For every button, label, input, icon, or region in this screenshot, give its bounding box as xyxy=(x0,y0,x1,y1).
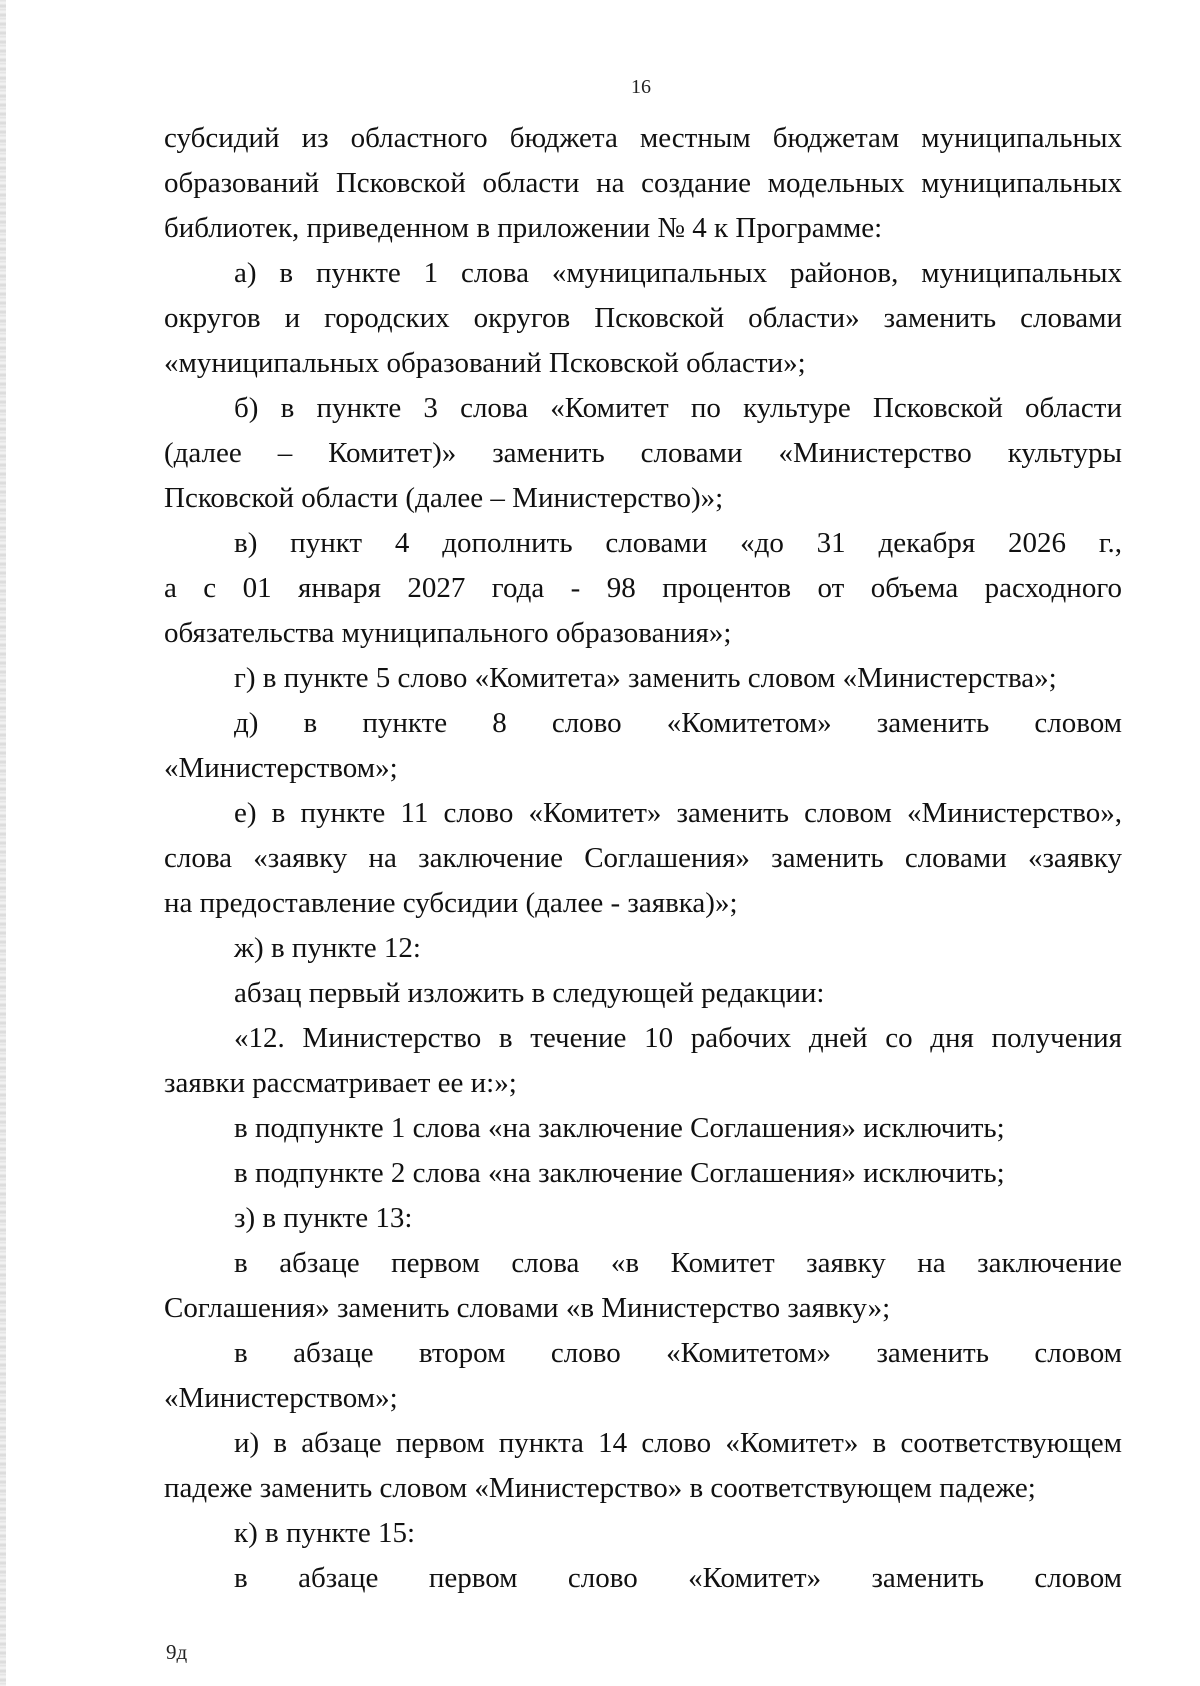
text-line: «Министерством»; xyxy=(164,752,398,784)
text-line: округов и городских округов Псковской области» заменить словами xyxy=(164,302,1122,334)
footer-document-code: 9д xyxy=(166,1640,188,1664)
text-line: субсидий из областного бюджета местным бюджетам муниципальных xyxy=(164,122,1122,154)
document-body xyxy=(164,116,1122,1601)
scan-edge-decoration xyxy=(0,0,6,1686)
text-line: на предоставление субсидии (далее - заявка)»; xyxy=(164,887,738,919)
text-line: Псковской области (далее – Министерство)»; xyxy=(164,482,724,514)
text-line: «муниципальных образований Псковской области»; xyxy=(164,347,806,379)
text-line: абзац первый изложить в следующей редакции: xyxy=(234,977,825,1009)
text-line: а) в пункте 1 слова «муниципальных районов, муниципальных xyxy=(234,257,1122,289)
text-line: падеже заменить словом «Министерство» в соответствующем падеже; xyxy=(164,1472,1036,1504)
text-line: в подпункте 1 слова «на заключение Соглашения» исключить; xyxy=(234,1112,1005,1144)
text-line: обязательства муниципального образования»; xyxy=(164,617,732,649)
text-line: з) в пункте 13: xyxy=(234,1202,413,1234)
text-line: «Министерством»; xyxy=(164,1382,398,1414)
text-line: в подпункте 2 слова «на заключение Соглашения» исключить; xyxy=(234,1157,1005,1189)
text-line: (далее – Комитет)» заменить словами «Министерство культуры xyxy=(164,437,1122,469)
text-line: Соглашения» заменить словами «в Министерство заявку»; xyxy=(164,1292,891,1324)
text-line: д) в пункте 8 слово «Комитетом» заменить словом xyxy=(234,707,1122,739)
text-line: слова «заявку на заключение Соглашения» заменить словами «заявку xyxy=(164,842,1122,874)
text-line: библиотек, приведенном в приложении № 4 к Программе: xyxy=(164,212,883,244)
text-line: б) в пункте 3 слова «Комитет по культуре Псковской области xyxy=(234,392,1122,424)
text-line: ж) в пункте 12: xyxy=(234,932,421,964)
text-line: образований Псковской области на создание модельных муниципальных xyxy=(164,167,1122,199)
text-line: в) пункт 4 дополнить словами «до 31 декабря 2026 г., xyxy=(234,527,1122,559)
text-line: а с 01 января 2027 года - 98 процентов от объема расходного xyxy=(164,572,1122,604)
text-line: «12. Министерство в течение 10 рабочих дней со дня получения xyxy=(234,1022,1122,1054)
text-line: к) в пункте 15: xyxy=(234,1517,416,1549)
text-line: г) в пункте 5 слово «Комитета» заменить словом «Министерства»; xyxy=(234,662,1057,694)
text-line: в абзаце втором слово «Комитетом» заменить словом xyxy=(234,1337,1122,1369)
text-line: заявки рассматривает ее и:»; xyxy=(164,1067,517,1099)
text-line: в абзаце первом слово «Комитет» заменить словом xyxy=(234,1562,1122,1594)
text-line: е) в пункте 11 слово «Комитет» заменить словом «Министерство», xyxy=(234,797,1122,829)
text-line: и) в абзаце первом пункта 14 слово «Комитет» в соответствующем xyxy=(234,1427,1122,1459)
text-line: в абзаце первом слова «в Комитет заявку на заключение xyxy=(234,1247,1122,1279)
page-number: 16 xyxy=(631,76,651,98)
